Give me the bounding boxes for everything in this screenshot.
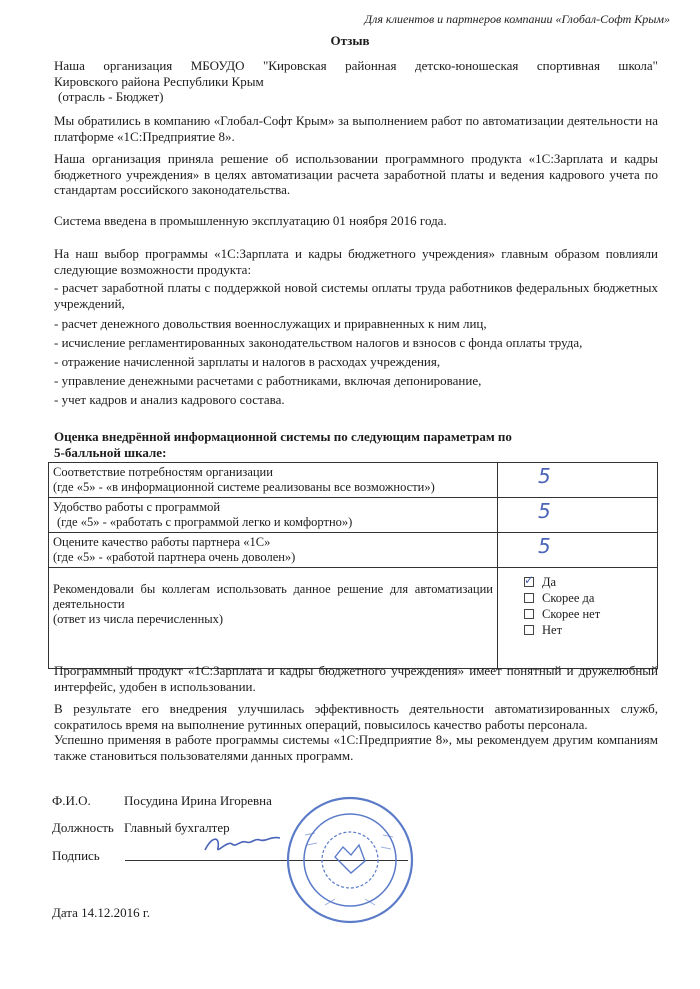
recommend-question: Рекомендовали бы коллегам использовать данное решение для автоматизации деятельности xyxy=(53,582,493,611)
score-value: 5 xyxy=(538,499,551,523)
intro-line-2: Кировского района Республики Крым xyxy=(54,73,264,89)
paragraph-5: Программный продукт «1С:Зарплата и кадры бюджетного учреждения» имеет понятный и дружелюбный интерфейс, удобен в использовании. xyxy=(54,663,658,694)
criterion-title: Соответствие потребностям организации xyxy=(53,465,273,479)
score-cell xyxy=(498,463,658,498)
intro xyxy=(54,58,658,105)
feature-item: - отражение начисленной зарплаты и налогов в расходах учреждения, xyxy=(54,354,441,369)
checkbox-checked-icon[interactable] xyxy=(524,577,534,587)
fio-value: Посудина Ирина Игоревна xyxy=(124,793,272,808)
recommend-options-cell xyxy=(498,568,658,669)
criterion-note: (где «5» - «работать с программой легко и комфортно») xyxy=(57,515,353,529)
fio-label: Ф.И.О. xyxy=(52,793,91,808)
paragraph-2: Наша организация приняла решение об использовании программного продукта «1С:Зарплата и кадры бюджетного учреждения» в целях автоматизации расчета заработной платы и ведения кадрового учета по стандартам российского законодательства. xyxy=(54,151,658,197)
organization-stamp xyxy=(285,795,415,925)
criterion-title: Удобство работы с программой xyxy=(53,500,221,514)
feature-item: - учет кадров и анализ кадрового состава. xyxy=(54,392,285,407)
table-row xyxy=(49,568,658,669)
header-note: Для клиентов и партнеров компании «Глобал-Софт Крым» xyxy=(364,12,670,26)
recommend-cell xyxy=(49,568,498,669)
option-label: Нет xyxy=(542,623,563,637)
position-row xyxy=(52,820,230,836)
score-value: 5 xyxy=(538,534,551,558)
handwritten-signature xyxy=(200,830,285,858)
score-cell xyxy=(498,533,658,568)
option-yes[interactable] xyxy=(524,574,653,590)
option-no[interactable] xyxy=(524,622,653,638)
paragraph-7: Успешно применяя в работе программы системы «1С:Предприятие 8», мы рекомендуем другим компаниям также становиться пользователями данных программ. xyxy=(54,732,658,763)
paragraph-4: На наш выбор программы «1С:Зарплата и кадры бюджетного учреждения» главным образом повлияли следующие возможности продукта: xyxy=(54,246,658,277)
evaluation-table xyxy=(48,462,658,669)
fio-row xyxy=(52,793,272,809)
criterion-cell xyxy=(49,463,498,498)
paragraph-3: Система введена в промышленную эксплуатацию 01 ноября 2016 года. xyxy=(54,213,447,228)
option-label: Да xyxy=(542,575,557,589)
evaluation-heading-line-1: Оценка внедрённой информационной системы по следующим параметрам по xyxy=(54,429,512,444)
position-value: Главный бухгалтер xyxy=(124,820,230,835)
score-cell xyxy=(498,498,658,533)
feature-item: - исчисление регламентированных законодательством налогов и взносов с фонда оплаты труда, xyxy=(54,335,583,350)
position-label: Должность xyxy=(52,820,114,835)
evaluation-heading-line-2: 5-балльной шкале: xyxy=(54,445,167,460)
document-title: Отзыв xyxy=(330,33,370,48)
features-list xyxy=(54,280,658,409)
option-label: Скорее да xyxy=(542,591,595,605)
feature-item: - расчет денежного довольствия военнослужащих и приравненных к ним лиц, xyxy=(54,316,487,331)
checkbox-icon[interactable] xyxy=(524,609,534,619)
intro-line-1: Наша организация МБОУДО "Кировская районная детско-юношеская спортивная школа" xyxy=(54,58,658,73)
intro-line-3: (отрасль - Бюджет) xyxy=(58,89,164,104)
checkbox-icon[interactable] xyxy=(524,625,534,635)
option-rather-yes[interactable] xyxy=(524,590,653,606)
option-rather-no[interactable] xyxy=(524,606,653,622)
criterion-note: (где «5» - «работой партнера очень доволен») xyxy=(53,550,296,564)
paragraph-1: Мы обратились в компанию «Глобал-Софт Крым» за выполнением работ по автоматизации деятельности на платформе «1С:Предприятие 8». xyxy=(54,113,658,144)
paragraph-6: В результате его внедрения улучшилась эффективность деятельности автоматизированных служб, сократилось время на выполнение рутинных операций, повысилось качество работы персонала. xyxy=(54,701,658,732)
evaluation-heading xyxy=(54,429,574,461)
table-row xyxy=(49,498,658,533)
signature-label: Подпись xyxy=(52,848,100,863)
criterion-note: (где «5» - «в информационной системе реализованы все возможности») xyxy=(53,480,435,494)
feature-item: - расчет заработной платы с поддержкой новой системы оплаты труда работников федеральных бюджетных учреждений, xyxy=(54,280,658,311)
table-row xyxy=(49,533,658,568)
checkbox-icon[interactable] xyxy=(524,593,534,603)
score-value: 5 xyxy=(538,464,551,488)
date: Дата 14.12.2016 г. xyxy=(52,905,151,920)
feature-item: - управление денежными расчетами с работниками, включая депонирование, xyxy=(54,373,482,388)
criterion-cell xyxy=(49,533,498,568)
criterion-title: Оцените качество работы партнера «1С» xyxy=(53,535,271,549)
table-row xyxy=(49,463,658,498)
signature-row xyxy=(52,848,100,864)
criterion-cell xyxy=(49,498,498,533)
recommend-note: (ответ из числа перечисленных) xyxy=(53,612,224,626)
recommend-options xyxy=(502,574,653,638)
option-label: Скорее нет xyxy=(542,607,601,621)
